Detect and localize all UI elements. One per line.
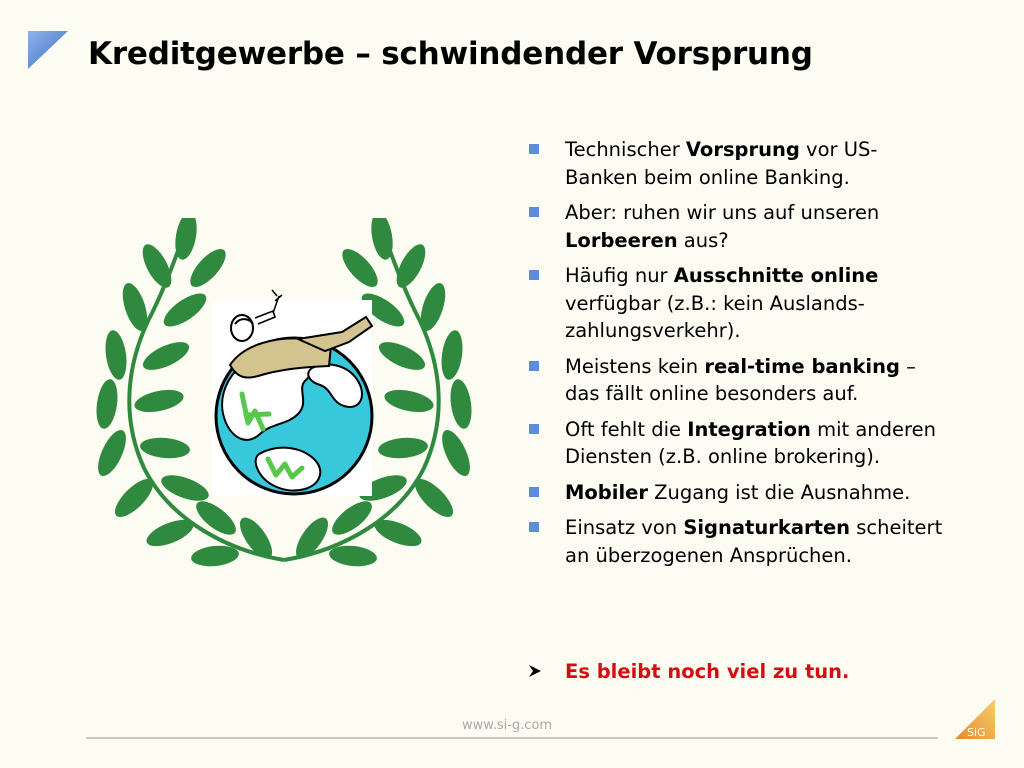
slide-title: Kreditgewerbe – schwindender Vorsprung xyxy=(88,36,813,72)
square-bullet-icon xyxy=(529,424,539,434)
corner-triangle-icon xyxy=(28,31,68,69)
conclusion-text-line xyxy=(528,658,849,685)
square-bullet-icon xyxy=(529,207,539,217)
bullet-text-run: mit anderen Diensten (z.B. online brokering). xyxy=(565,417,936,468)
bullet-text-run: Oft fehlt die xyxy=(565,417,688,441)
bullet-item xyxy=(528,136,948,191)
bullet-emphasis: Integration xyxy=(687,417,811,441)
bullet-item xyxy=(528,479,948,507)
bullet-item xyxy=(528,199,948,254)
bullet-text-run: Meistens kein xyxy=(565,354,705,378)
bullet-text-run: Einsatz von xyxy=(565,516,684,539)
bullet-text-run: Zugang ist die Ausnahme. xyxy=(647,480,911,504)
bullet-item xyxy=(528,262,948,345)
bullet-emphasis: Vorsprung xyxy=(685,138,800,161)
bullet-item xyxy=(528,353,948,408)
square-bullet-icon xyxy=(529,361,539,371)
footer-divider xyxy=(86,737,938,739)
bullet-text-run: vor US-Banken beim online Banking. xyxy=(565,138,878,189)
bullet-text-run: Aber: ruhen wir uns auf unseren xyxy=(565,201,880,224)
bullet-text-run: Häufig nur xyxy=(565,264,674,287)
square-bullet-icon xyxy=(529,487,539,497)
square-bullet-icon xyxy=(529,522,539,532)
footer-url: www.si-g.com xyxy=(462,718,553,733)
bullet-emphasis: Mobiler xyxy=(565,480,648,504)
laurel-globe-illustration xyxy=(74,218,504,588)
bullet-item xyxy=(528,416,948,471)
bullet-text-run: aus? xyxy=(677,228,729,252)
conclusion-text: Es bleibt noch viel zu tun. xyxy=(565,660,850,683)
bullet-emphasis: Signaturkarten xyxy=(683,516,851,539)
bullet-emphasis: Lorbeeren xyxy=(565,228,678,252)
bullet-text-run: – das fällt online besonders auf. xyxy=(565,354,916,405)
bullet-text-run: verfügbar (z.B.: kein Auslands-zahlungsverkehr). xyxy=(565,291,865,342)
bullet-emphasis: Ausschnitte online xyxy=(673,264,879,287)
bullet-text-run: Technischer xyxy=(565,138,686,161)
arrowhead-bullet-icon xyxy=(528,663,542,679)
bullet-item xyxy=(528,514,948,569)
square-bullet-icon xyxy=(529,270,539,280)
bullet-text-run: scheitert an überzogenen Ansprüchen. xyxy=(565,516,943,567)
bullet-list xyxy=(528,136,948,577)
bullet-emphasis: real-time banking xyxy=(704,354,900,378)
logo-text: SiG xyxy=(967,726,986,739)
square-bullet-icon xyxy=(529,144,539,154)
